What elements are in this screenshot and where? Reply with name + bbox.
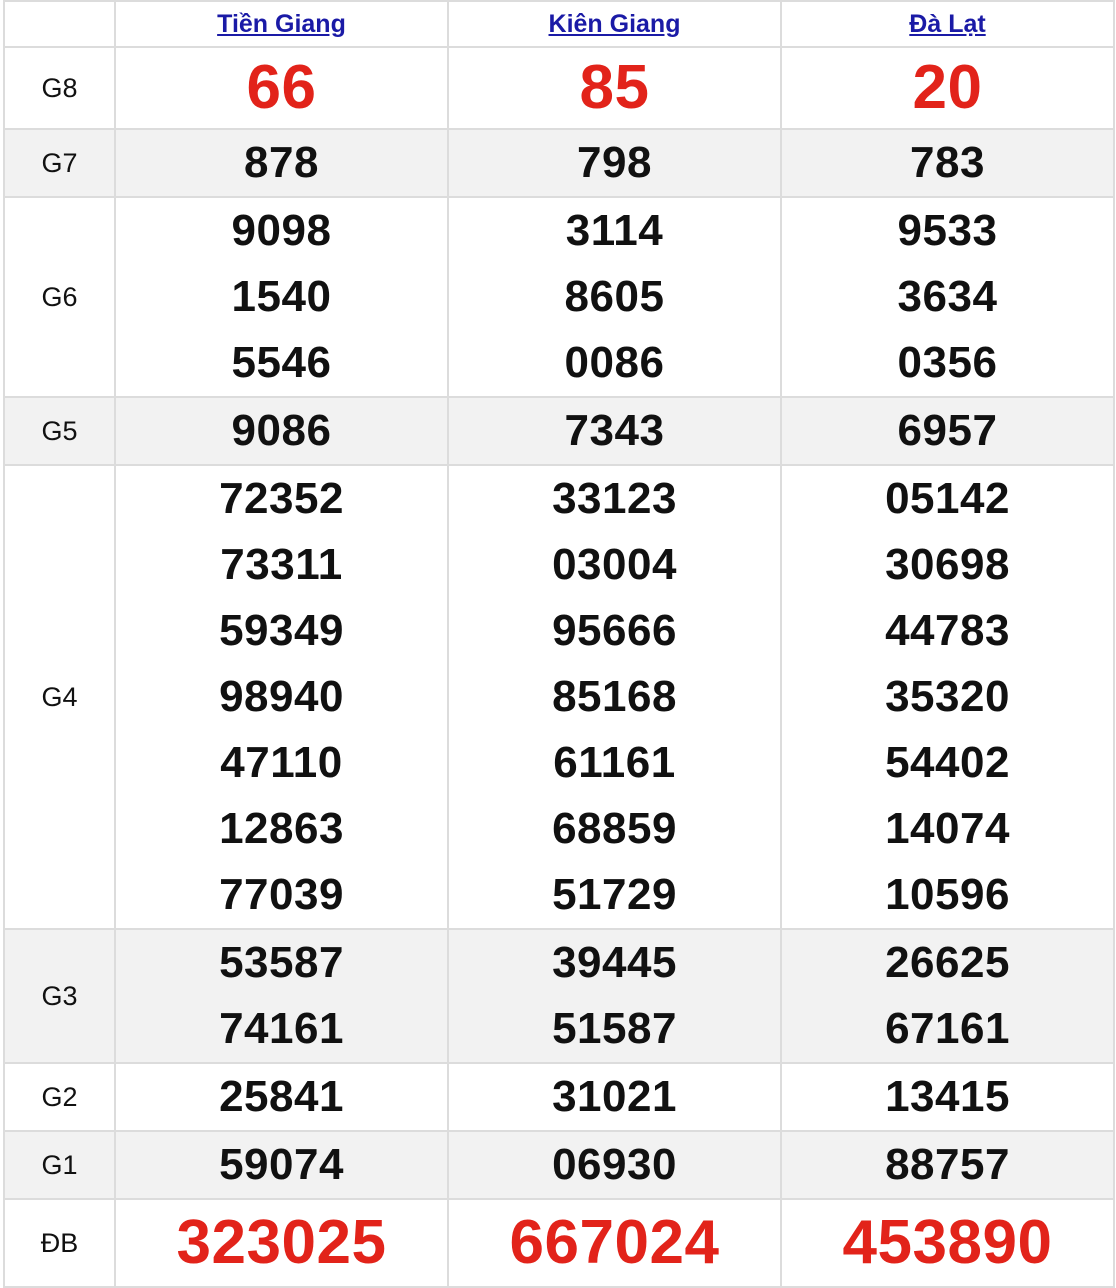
result-cell <box>781 929 1114 1063</box>
province-link-kien-giang[interactable]: Kiên Giang <box>548 9 681 38</box>
province-link-da-lat[interactable]: Đà Lạt <box>909 9 986 38</box>
result-number: 323025 <box>176 1208 387 1277</box>
result-number: 53587 <box>219 938 344 987</box>
result-number: 44783 <box>885 606 1010 655</box>
result-number: 9533 <box>897 206 998 255</box>
result-number: 798 <box>577 138 652 187</box>
result-number: 61161 <box>553 738 676 787</box>
result-cell <box>115 1199 448 1287</box>
result-number: 88757 <box>885 1140 1010 1189</box>
result-number: 5546 <box>231 338 332 387</box>
result-cell <box>448 397 781 465</box>
result-cell <box>781 1199 1114 1287</box>
prize-row <box>4 1063 1114 1131</box>
result-number: 51587 <box>552 1004 677 1053</box>
province-link-tien-giang[interactable]: Tiền Giang <box>217 9 346 38</box>
result-number: 6957 <box>897 406 998 455</box>
prize-label: G3 <box>4 929 115 1063</box>
result-cell <box>115 1131 448 1199</box>
result-number: 39445 <box>552 938 677 987</box>
prize-label: G4 <box>4 465 115 929</box>
prize-row <box>4 1199 1114 1287</box>
lottery-results-table <box>3 0 1115 1288</box>
prize-label: G5 <box>4 397 115 465</box>
result-number: 68859 <box>552 804 677 853</box>
header-cell <box>448 1 781 47</box>
result-cell <box>115 129 448 197</box>
result-number: 14074 <box>885 804 1010 853</box>
result-number: 878 <box>244 138 319 187</box>
prize-row <box>4 465 1114 929</box>
result-cell <box>781 465 1114 929</box>
result-cell <box>781 397 1114 465</box>
result-number: 3634 <box>897 272 998 321</box>
header-cell <box>781 1 1114 47</box>
result-number: 783 <box>910 138 985 187</box>
result-number: 77039 <box>219 870 344 919</box>
header-empty-cell <box>4 1 115 47</box>
result-number: 9098 <box>231 206 332 255</box>
prize-row <box>4 1131 1114 1199</box>
result-number: 667024 <box>509 1208 720 1277</box>
prize-row <box>4 397 1114 465</box>
result-number: 0086 <box>564 338 665 387</box>
result-number: 51729 <box>552 870 677 919</box>
result-cell <box>448 1199 781 1287</box>
result-cell <box>448 1131 781 1199</box>
result-number: 95666 <box>552 606 677 655</box>
result-number: 0356 <box>897 338 998 387</box>
result-cell <box>781 47 1114 129</box>
header-cell <box>115 1 448 47</box>
result-number: 67161 <box>885 1004 1010 1053</box>
result-cell <box>448 1063 781 1131</box>
prize-row <box>4 197 1114 397</box>
result-cell <box>781 197 1114 397</box>
result-cell <box>115 929 448 1063</box>
result-number: 7343 <box>564 406 665 455</box>
result-number: 06930 <box>552 1140 677 1189</box>
result-number: 85168 <box>552 672 677 721</box>
result-cell <box>115 397 448 465</box>
result-number: 05142 <box>885 474 1010 523</box>
result-cell <box>115 1063 448 1131</box>
result-cell <box>448 47 781 129</box>
prize-label: G7 <box>4 129 115 197</box>
prize-row <box>4 47 1114 129</box>
result-number: 10596 <box>885 870 1010 919</box>
result-number: 47110 <box>220 738 343 787</box>
result-number: 9086 <box>231 406 332 455</box>
result-number: 3114 <box>565 206 664 255</box>
result-number: 12863 <box>219 804 344 853</box>
result-number: 35320 <box>885 672 1010 721</box>
result-number: 66 <box>246 53 317 122</box>
result-number: 31021 <box>552 1072 677 1121</box>
result-number: 25841 <box>219 1072 344 1121</box>
prize-label: ĐB <box>4 1199 115 1287</box>
result-number: 8605 <box>564 272 665 321</box>
result-number: 1540 <box>231 272 332 321</box>
result-number: 20 <box>912 53 983 122</box>
header-row <box>4 1 1114 47</box>
result-number: 26625 <box>885 938 1010 987</box>
result-number: 73311 <box>220 540 343 589</box>
result-cell <box>781 1063 1114 1131</box>
prize-row <box>4 929 1114 1063</box>
result-number: 59349 <box>219 606 344 655</box>
result-number: 453890 <box>842 1208 1053 1277</box>
result-number: 74161 <box>219 1004 344 1053</box>
result-cell <box>448 129 781 197</box>
result-number: 54402 <box>885 738 1010 787</box>
result-cell <box>781 1131 1114 1199</box>
result-cell <box>115 47 448 129</box>
result-number: 30698 <box>885 540 1010 589</box>
prize-label: G6 <box>4 197 115 397</box>
result-cell <box>115 197 448 397</box>
result-number: 59074 <box>219 1140 344 1189</box>
result-number: 72352 <box>219 474 344 523</box>
result-cell <box>781 129 1114 197</box>
result-cell <box>448 197 781 397</box>
prize-row <box>4 129 1114 197</box>
prize-label: G2 <box>4 1063 115 1131</box>
prize-label: G8 <box>4 47 115 129</box>
result-number: 33123 <box>552 474 677 523</box>
result-number: 13415 <box>885 1072 1010 1121</box>
result-cell <box>448 465 781 929</box>
result-number: 98940 <box>219 672 344 721</box>
result-cell <box>448 929 781 1063</box>
result-number: 03004 <box>552 540 677 589</box>
prize-label: G1 <box>4 1131 115 1199</box>
result-number: 85 <box>579 53 650 122</box>
result-cell <box>115 465 448 929</box>
